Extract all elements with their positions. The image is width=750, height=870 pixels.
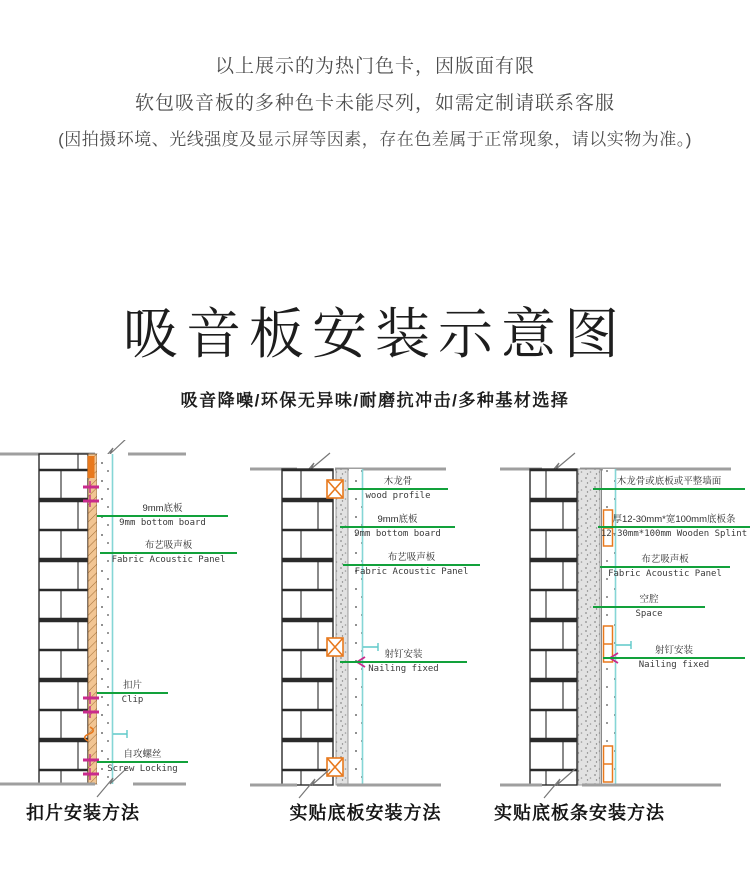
diagram-baseboard-method: [240, 440, 485, 805]
gap-tick: [113, 730, 127, 738]
notice-line-2: 软包吸音板的多种色卡未能尽列，如需定制请联系客服: [134, 93, 615, 114]
label-zh: 厚12-30mm*宽100mm底板条: [612, 514, 736, 525]
brick-wall: [282, 469, 333, 785]
label-zh: 布艺吸声板: [144, 540, 193, 551]
caption-baseboard-method: 实贴底板安装方法: [289, 803, 442, 823]
label-fabric-panel: [600, 554, 730, 580]
label-en: 9mm bottom board: [354, 529, 441, 539]
label-zh: 射钉安装: [384, 649, 423, 660]
label-wooden-splint: [598, 514, 750, 540]
wood-block: [88, 456, 95, 478]
label-en: Nailing fixed: [368, 664, 439, 674]
base-layer: [578, 469, 600, 785]
page-title: 吸音板安装示意图: [122, 303, 627, 365]
notice-line-3: (因拍摄环境、光线强度及显示屏等因素，存在色差属于正常现象，请以实物为准。): [58, 130, 692, 149]
notice-line-1: 以上展示的为热门色卡，因版面有限: [214, 56, 535, 77]
label-en: wood profile: [365, 491, 431, 501]
label-fabric-panel: [100, 540, 237, 566]
label-en: Screw Locking: [107, 764, 178, 774]
label-en: 12-30mm*100mm Wooden Splint: [600, 529, 748, 539]
label-bottom-board: [97, 503, 228, 529]
label-en: Clip: [121, 695, 144, 705]
wall-section-drawing-3: [485, 440, 750, 805]
label-en: Space: [635, 609, 663, 619]
label-nailing: [603, 645, 745, 671]
label-zh: 自攻螺丝: [123, 749, 162, 760]
label-zh: 木龙骨: [383, 476, 413, 487]
page-subtitle: 吸音降噪/环保无异味/耐磨抗冲击/多种基材选择: [180, 391, 570, 410]
caption-batten-method: 实贴底板条安装方法: [494, 803, 665, 823]
caption-clip-method: 扣片安装方法: [26, 803, 140, 823]
label-zh: 9mm底板: [142, 503, 183, 514]
label-en: 9mm bottom board: [119, 518, 206, 528]
label-bottom-board: [340, 514, 455, 540]
label-nailing: [340, 649, 467, 675]
label-zh: 布艺吸声板: [641, 554, 689, 565]
leader-line: [593, 488, 745, 490]
label-zh: 空腔: [639, 594, 659, 605]
label-zh: 射钉安装: [654, 645, 693, 656]
diagram-batten-method: [485, 440, 750, 805]
label-screw: [97, 749, 188, 775]
label-zh: 布艺吸声板: [387, 552, 436, 563]
label-en: Nailing fixed: [638, 660, 710, 670]
label-clip: [97, 680, 168, 706]
label-en: Fabric Acoustic Panel: [608, 569, 722, 579]
brick-wall: [530, 469, 577, 785]
label-en: Fabric Acoustic Panel: [111, 555, 226, 565]
label-space: [593, 594, 705, 620]
label-en: Fabric Acoustic Panel: [354, 567, 469, 577]
label-zh: 木龙骨或底板或平整墙面: [616, 476, 722, 487]
label-wall-base: [593, 476, 745, 490]
diagram-clip-method: [0, 440, 240, 805]
label-zh: 扣片: [122, 680, 142, 691]
color-card-notice: [0, 48, 750, 157]
label-zh: 9mm底板: [377, 514, 418, 525]
label-fabric-panel: [343, 552, 480, 578]
brick-wall: [39, 454, 88, 784]
label-wood-profile: [348, 476, 448, 502]
